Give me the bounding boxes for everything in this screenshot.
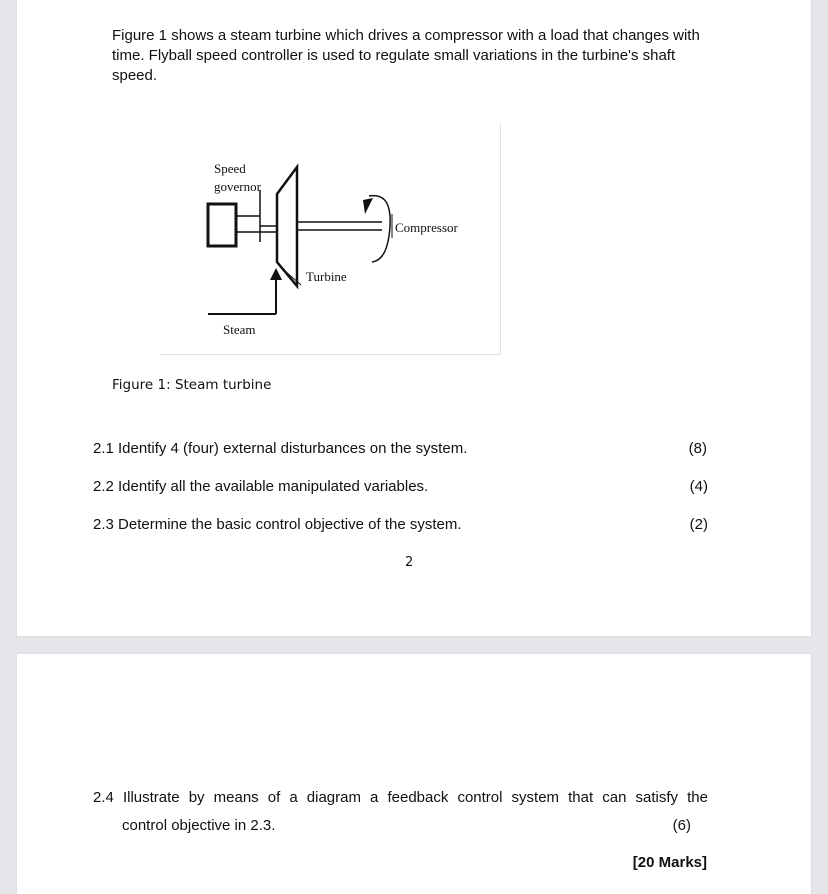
- word: a: [370, 789, 379, 806]
- word: feedback: [387, 789, 449, 806]
- turbine-body: [277, 167, 297, 286]
- word: satisfy: [635, 789, 679, 806]
- word: control: [457, 789, 503, 806]
- figure-caption: Figure 1: Steam turbine: [112, 377, 272, 393]
- question-marks: (2): [689, 516, 708, 533]
- document-page-1: [17, 0, 811, 636]
- page-number: 2: [405, 555, 414, 570]
- label-governor: governor: [214, 179, 261, 194]
- word: the: [687, 789, 708, 806]
- question-2-4-line-2: [93, 816, 708, 836]
- word: can: [602, 789, 627, 806]
- question-text-continued: control objective in 2.3.: [122, 817, 276, 834]
- word: diagram: [306, 789, 361, 806]
- label-turbine: Turbine: [306, 269, 347, 284]
- document-page-2: [17, 654, 811, 894]
- question-text: 2.1 Identify 4 (four) external disturbances on the system.: [93, 440, 468, 457]
- question-marks: (8): [688, 440, 707, 457]
- total-marks: [20 Marks]: [632, 854, 707, 871]
- question-text: 2.3 Determine the basic control objective of the system.: [93, 516, 462, 533]
- word: means: [213, 789, 259, 806]
- question-text: 2.2 Identify all the available manipulated variables.: [93, 478, 429, 495]
- label-speed: Speed: [214, 161, 246, 176]
- question-marks: (4): [689, 478, 708, 495]
- steam-turbine-diagram: [160, 124, 500, 354]
- word: by: [188, 789, 205, 806]
- label-compressor: Compressor: [395, 220, 458, 235]
- question-2-4-line-1: [93, 788, 708, 808]
- word: a: [289, 789, 298, 806]
- question-marks: (6): [672, 817, 691, 834]
- steam-turbine-figure: [160, 124, 501, 355]
- label-steam: Steam: [223, 322, 256, 337]
- word: that: [568, 789, 594, 806]
- compressor-rotation-arc: [369, 196, 390, 262]
- word: 2.4: [93, 789, 114, 806]
- word: of: [267, 789, 281, 806]
- governor-box: [208, 204, 236, 246]
- question-2-4: [93, 788, 708, 836]
- intro-paragraph: Figure 1 shows a steam turbine which drives a compressor with a load that changes with time. Flyball speed controller is used to regulate small variations in the turbine's shaft speed.: [112, 27, 700, 84]
- word: system: [511, 789, 560, 806]
- word: Illustrate: [122, 789, 180, 806]
